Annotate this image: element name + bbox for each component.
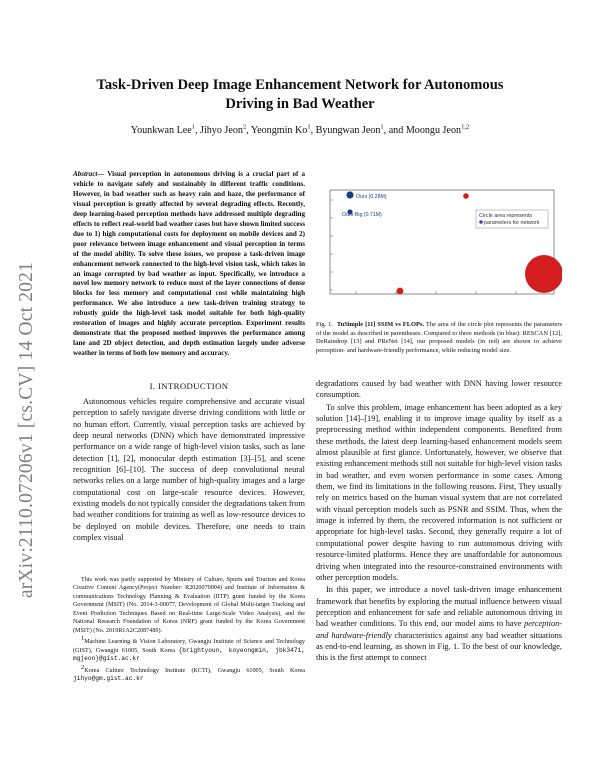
author-affiliation: 1 bbox=[307, 123, 311, 131]
intro-paragraph-3 bbox=[316, 584, 562, 663]
author-affiliation: 1 bbox=[380, 123, 384, 131]
author-affiliation: 1,2 bbox=[461, 123, 470, 131]
abstract-label: Abstract bbox=[73, 170, 98, 178]
author-name: Jihyo Jeon bbox=[200, 125, 243, 136]
title-line-2: Driving in Bad Weather bbox=[225, 96, 375, 112]
intro-p3-part-a: In this paper, we introduce a novel task-driven image enhancement framework that benefits by exploring the mutual influence between visual perception and enhancement for safe and reliable autonomous driving in bad weather conditions. To this end, our model aims to have bbox=[316, 585, 562, 629]
affiliation-2-email: jihyo@gm.gist.ac.kr bbox=[73, 674, 144, 682]
arxiv-identifier: arXiv:2110.07206v1 [cs.CV] 14 Oct 2021 bbox=[16, 261, 37, 599]
intro-paragraph-2: To solve this problem, image enhancement has been adopted as a key solution [14]–[19], enabling it to improve image quality by itself as a preprocessing method within independent components. Benefited from these methods, the latest deep learning-based enhancement models seem almost plausible at first glance. Unfortunately, however, we observe that existing enhancement methods still not suitable for high-level vision tasks in bad weather, and even worsen performance in some cases. Among them, we find its limitations in the following reasons. First, They usually rely on metrics based on the human visual system that are not correlated with visual perception models such as PSNR and SSIM. Thus, when the image is inferred by them, the recovered information is not sufficient or appropriate for high-level tasks. Second, they generally require a lot of computational power despite having to run autonomous driving with resource-limited platforms. Hence they are unaffordable for autonomous driving when integrated into the resource-constrained environments with other perception models. bbox=[316, 402, 562, 582]
figure-1-caption bbox=[316, 321, 562, 355]
affiliation-1-text: Machine Learning & Vision Laboratory, Gwangju Institute of Science and Technology (GIST), Gwangju 61005, South Korea bbox=[73, 639, 305, 654]
bubble-large bbox=[525, 255, 562, 293]
caption-text: The area of the circle plot represents the parameters of the model as described in parentheses. Compared to three methods (in blue): RESCAN [12], DeRaindrop [13] and PReNet [14], our proposed models (in red) are shown to achieve perception- and hardware-friendly performance, while reducing model size. bbox=[316, 321, 563, 354]
legend-line-2: parameters for network bbox=[484, 220, 540, 226]
bubble-label-a: Ours (0.28M) bbox=[356, 194, 387, 200]
author-name: Yeongmin Ko bbox=[250, 125, 308, 136]
figure-1-bubble-plot bbox=[316, 188, 562, 310]
author-affiliation: 1 bbox=[191, 123, 195, 131]
plot-frame bbox=[330, 190, 554, 294]
affiliation-2-text: Korea Culture Technology Institute (KCTI), Gwangju 61005, South Korea bbox=[84, 667, 305, 674]
intro-p3-part-b: characteristics against any bad weather situations as end-to-end learning, as shown in Fig. 1. To the best of our knowledge, this is the first attempt to connect bbox=[316, 630, 562, 663]
author-affiliation: 2 bbox=[242, 123, 247, 131]
paper-title bbox=[40, 76, 560, 114]
title-line-1: Task-Driven Deep Image Enhancement Network for Autonomous bbox=[96, 77, 504, 93]
footnote-marker: 2 bbox=[81, 663, 85, 671]
abstract-text: — Visual perception in autonomous driving is a crucial part of a vehicle to navigate safely and sustainably in different traffic conditions. However, in bad weather such as heavy rain and haze, the performance of visual perception is greatly affected by several degrading effects. Recently, deep learning-based perception methods have addressed multiple degrading effects to reflect real-world bad weather cases but have shown limited success due to 1) high computational costs for deployment on mobile devices and 2) poor relevance between image enhancement and visual perception in terms of the model ability. To solve these issues, we propose a task-driven image enhancement network connected to the high-level vision task, which takes in an image corrupted by bad weather as input. Specifically, we introduce a novel low memory network to reduce most of the layer connections of dense blocks for less memory and computational cost while maintaining high performance. We also introduce a new task-driven training strategy to robustly guide the high-level task model suitable for both high-quality restoration of images and highly accurate perception. Experiment results demonstrate that the proposed method improves the performance among lane and 2D object detection, and depth estimation largely under adverse weather in terms of both low memory and accuracy. bbox=[73, 170, 305, 358]
author-name: Moongu Jeon bbox=[405, 125, 462, 136]
intro-left-column bbox=[73, 396, 305, 544]
footnotes bbox=[73, 576, 305, 686]
bubble-label-b: Ours-Big (0.71M) bbox=[342, 212, 382, 218]
affiliation-footnote-1 bbox=[73, 635, 305, 663]
caption-label: Fig. 1. bbox=[316, 321, 333, 328]
abstract bbox=[73, 170, 305, 359]
author-separator: , bbox=[194, 125, 201, 136]
intro-paragraph-1-continued: degradations caused by bad weather with DNN having lower resource consumption. bbox=[316, 379, 562, 400]
author-separator: , and bbox=[383, 125, 406, 136]
bubble-baseline-1 bbox=[346, 191, 353, 198]
section-heading-introduction: I. INTRODUCTION bbox=[149, 381, 229, 391]
author-list bbox=[40, 125, 560, 136]
affiliation-footnote-2 bbox=[73, 663, 305, 684]
footnote-marker: 1 bbox=[81, 635, 85, 643]
funding-footnote: This work was partly supported by Ministry of Culture, Sports and Tourism and Korea Creative Content Agency(Project Number: R2020070004) and Institute of Information & communications Technology Planning & Evaluation (IITP) grant funded by the Korea Government (MSIT) (No. 2014-3-00077, Development of Global Multi-target Tracking and Event Prediction Techniques Based on Real-time Large-Scale Video Analysis), and the National Research Foundation of Korea (NRF) grant funded by the Korea Government (MSIT) (No. 2019R1A2C2087489). bbox=[73, 577, 305, 634]
author-separator: , bbox=[310, 125, 316, 136]
bubble-ours bbox=[397, 288, 404, 295]
affiliation-1-emails: {brightyoun, koyeongmin, jbk3471, mgjeon}@gist.ac.kr bbox=[73, 646, 305, 663]
intro-right-column bbox=[316, 378, 562, 665]
author-name: Byungwan Jeon bbox=[315, 125, 381, 136]
intro-p3-italic: perception- and hardware-friendly bbox=[316, 619, 562, 640]
author-separator: , bbox=[246, 125, 251, 136]
bubble-ours-big bbox=[463, 193, 469, 199]
author-name: Younkwan Lee bbox=[130, 125, 192, 136]
legend-line-1: Circle area represents bbox=[479, 213, 533, 219]
arxiv-sidebar-stamp bbox=[13, 235, 41, 625]
intro-paragraph-1: Autonomous vehicles require comprehensive and accurate visual perception to safely navigate diverse driving conditions with little or no human effort. Currently, visual perception tasks are achieved by deep neural networks (DNN) which have demonstrated impressive performance on a wide range of high-level vision tasks, such as lane detection [1], [2], monocular depth estimation [3]–[5], and scene recognition [6]–[10]. The success of deep convolutional neural networks relies on a large number of high-quality images and a large computational cost on large-scale resource devices. However, existing models do not typically consider the degradations taken from bad weather conditions for training as well as low-resource devices to be deployed on mobile devices. Therefore, one needs to train complex visual bbox=[73, 397, 305, 543]
legend-marker bbox=[479, 220, 483, 224]
caption-bold: TuSimple [11] SSIM vs FLOPs. bbox=[336, 321, 425, 328]
